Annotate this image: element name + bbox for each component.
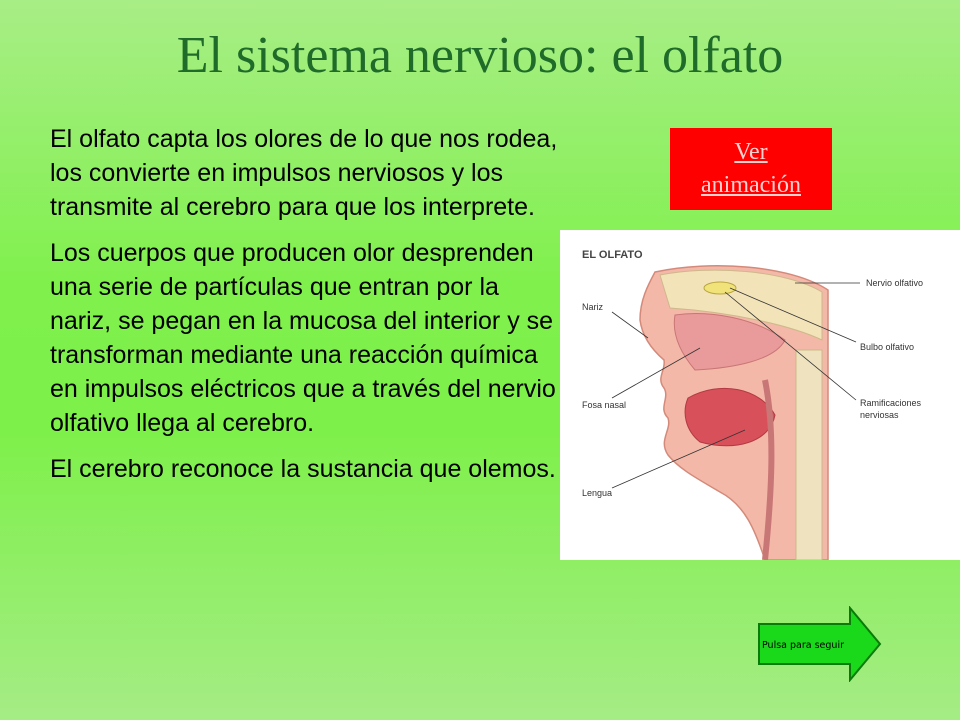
label-lengua: Lengua — [582, 488, 613, 498]
label-ramif-1: Ramificaciones — [860, 398, 922, 408]
paragraph-3: El cerebro reconoce la sustancia que olemos. — [50, 455, 556, 483]
next-arrow-icon — [757, 606, 882, 682]
label-nervio: Nervio olfativo — [866, 278, 924, 288]
view-animation-button[interactable] — [670, 128, 832, 210]
next-button[interactable] — [757, 606, 882, 682]
paragraph-2: Los cuerpos que producen olor desprenden una serie de partículas que entran por la nariz, se pegan en la mucosa del interior y se transforman mediante una reacción química en impulsos eléctricos que a través del nervio olfativo llega al cerebro. — [50, 239, 556, 437]
page-title: El sistema nervioso: el olfato — [176, 27, 784, 84]
view-animation-line2: animación — [701, 172, 801, 198]
view-animation-link[interactable] — [701, 136, 801, 202]
diagram-title: EL OLFATO — [582, 249, 643, 261]
label-ramif-2: nerviosas — [860, 410, 899, 420]
body-text — [50, 122, 560, 498]
view-animation-line1: Ver — [734, 139, 768, 165]
label-bulbo: Bulbo olfativo — [860, 342, 915, 352]
spine — [796, 350, 822, 560]
next-button-label: Pulsa para seguir — [762, 640, 845, 651]
paragraph-1: El olfato capta los olores de lo que nos rodea, los convierte en impulsos nerviosos y los transmite al cerebro para que los interprete. — [50, 125, 558, 221]
label-nariz: Nariz — [582, 302, 604, 312]
label-fosa-nasal: Fosa nasal — [582, 400, 627, 410]
olfaction-diagram — [560, 230, 960, 560]
olfactory-bulb — [704, 282, 736, 294]
olfaction-diagram-svg — [560, 230, 960, 560]
